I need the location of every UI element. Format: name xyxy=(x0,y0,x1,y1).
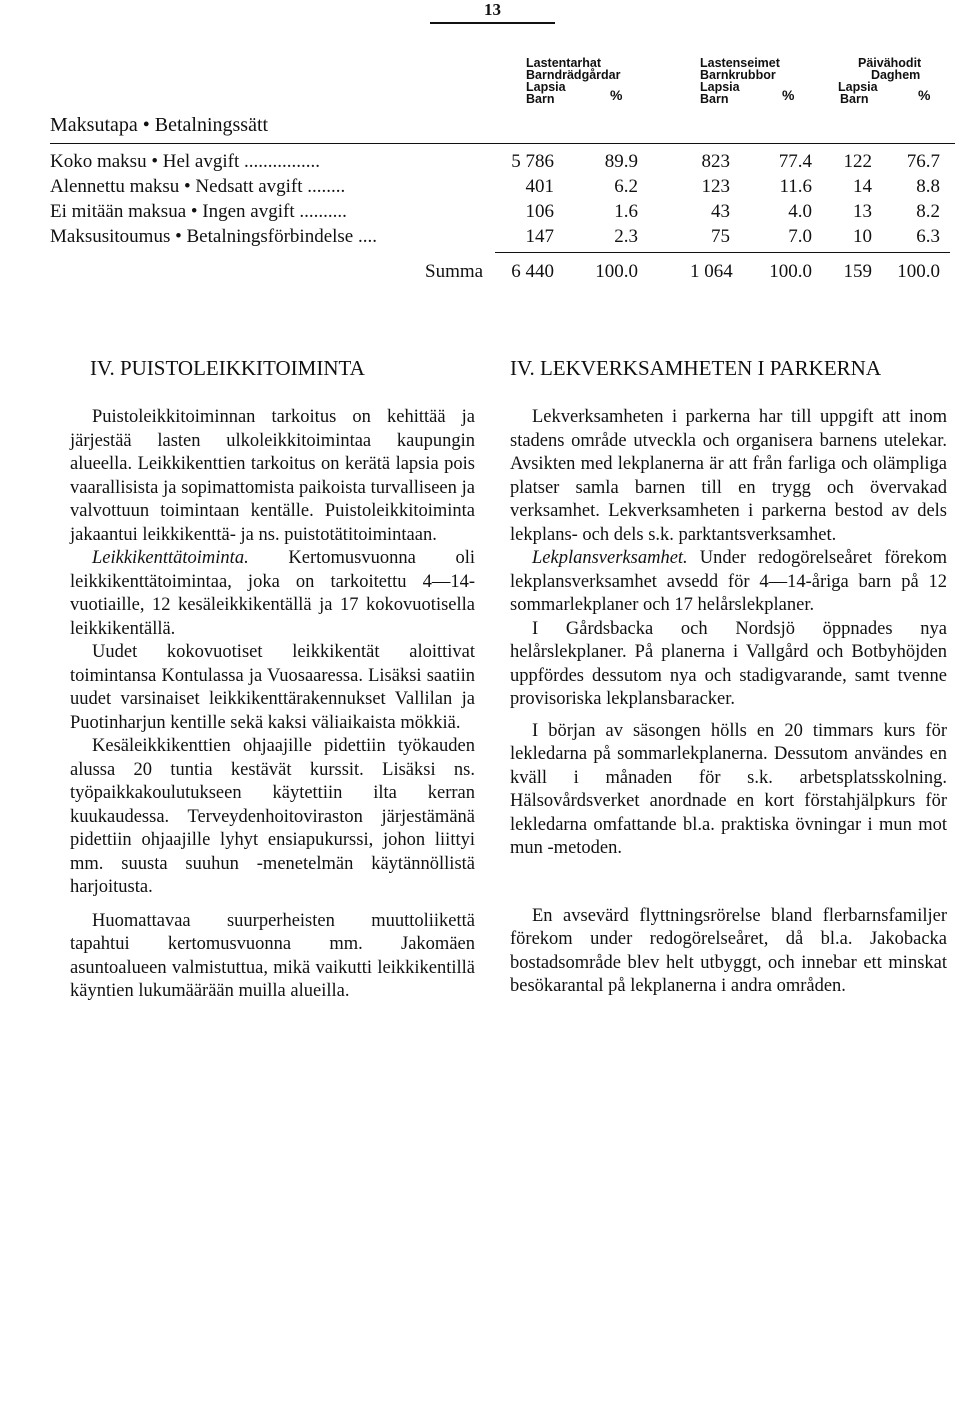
row-label: Ei mitään maksua • Ingen avgift .......... xyxy=(50,201,347,222)
cell: 6 440 xyxy=(511,261,554,282)
table-header-rule xyxy=(50,143,955,144)
col-sub2: Barn xyxy=(840,92,869,106)
cell: 43 xyxy=(711,201,730,222)
cell: 13 xyxy=(853,201,872,222)
cell: 8.2 xyxy=(916,201,940,222)
row-label: Koko maksu • Hel avgift ................ xyxy=(50,151,320,172)
col-group-sv: Barndrädgårdar xyxy=(526,68,621,82)
cell: 6.2 xyxy=(614,176,638,197)
table-row xyxy=(50,200,950,224)
cell: 122 xyxy=(843,151,872,172)
col-pct: % xyxy=(610,87,623,103)
right-column-text xyxy=(510,406,947,999)
page-number-rule xyxy=(430,22,555,24)
paragraph xyxy=(510,547,947,618)
table-row xyxy=(50,150,950,174)
col-sub1: Lapsia xyxy=(700,80,740,94)
cell: 11.6 xyxy=(779,176,812,197)
cell: 123 xyxy=(701,176,730,197)
table-row xyxy=(50,175,950,199)
cell: 77.4 xyxy=(778,151,812,172)
cell: 100.0 xyxy=(595,261,638,282)
cell: 159 xyxy=(843,261,872,282)
col-sub1: Lapsia xyxy=(526,80,566,94)
col-group-paivahoidot xyxy=(838,56,931,106)
section-heading-sv: IV. LEKVERKSAMHETEN I PARKERNA xyxy=(510,356,882,380)
paragraph: Puistoleikkitoiminnan tarkoitus on kehittää ja järjestää lasten ulkoleikkitoimintaa kaupungin alueella. Leikkikenttien tarkoitus on kerätä lapsia pois vaarallisista ja sopimattomista paikoista turvalliseen ja valvottuun toimintaan kentälle. Puistoleikkitoiminta jakaantui leikkikenttä- ja ns. puistotätitoimintaan. xyxy=(70,407,475,545)
row-label: Alennettu maksu • Nedsatt avgift ........ xyxy=(50,176,346,197)
paragraph xyxy=(70,547,475,641)
col-sub1: Lapsia xyxy=(838,80,878,94)
cell: 1.6 xyxy=(614,201,638,222)
paragraph-lead: Leikkikenttätoiminta. xyxy=(92,548,249,568)
paragraph: Lekverksamheten i parkerna har till uppgift att inom stadens område utveckla och organisera barnens utelekar. Avsikten med lekplanerna är att från farliga och olämpliga platser samla barnen till en trygg och övervakad verksamhet. Lekverksamheten i parkerna bestod av dels lekplans- och dels s.k. parktantsverksamhet. xyxy=(510,407,947,545)
col-sub2: Barn xyxy=(700,92,729,106)
cell: 6.3 xyxy=(916,226,940,247)
paragraph: I Gårdsbacka och Nordsjö öppnades nya helårslekplaner. På planerna i Vallgård och Botbyhöjden uppfördes dessutom nya och stadigvarande, samt tvenne provisoriska lekplansbaracker. xyxy=(510,618,947,709)
paragraph-body: Under redogörelseåret förekom lekplansverksamhet avsedd för 4—14-åriga barn på 12 sommarlekplaner och 17 helårslekplaner. xyxy=(510,548,947,615)
paragraph: En avsevärd flyttningsrörelse bland flerbarnsfamiljer förekom under redogörelseåret, då bl.a. Jakobacka bostadsområde blev helt utbyggt, och innebar ett minskat besökarantal på lekplanerna i andra områden. xyxy=(510,905,947,996)
table-row xyxy=(50,225,950,249)
section-heading-fi: IV. PUISTOLEIKKITOIMINTA xyxy=(90,356,365,380)
col-pct: % xyxy=(918,87,931,103)
col-sub2: Barn xyxy=(526,92,555,106)
col-group-fi: Päivähodit xyxy=(858,56,922,70)
cell: 100.0 xyxy=(897,261,940,282)
cell: 4.0 xyxy=(788,201,812,222)
cell: 89.9 xyxy=(604,151,638,172)
cell: 76.7 xyxy=(906,151,940,172)
col-group-fi: Lastentarhat xyxy=(526,56,602,70)
total-label: Summa xyxy=(425,261,484,282)
paragraph: I början av säsongen hölls en 20 timmars kurs för lekledarna på sommarlekplanerna. Dessutom användes en kväll i månaden för s.k. arbetsplatsskolning. Hälsovårdsverket anordnade en kort förstahjälpkurs för lekledarna omfattande bl.a. praktiska övningar i mun mot mun -metoden. xyxy=(510,720,947,858)
cell: 8.8 xyxy=(916,176,940,197)
left-column-text xyxy=(70,406,475,1004)
cell: 823 xyxy=(701,151,730,172)
table-total-row xyxy=(50,260,950,284)
cell: 401 xyxy=(525,176,554,197)
cell: 10 xyxy=(853,226,872,247)
cell: 2.3 xyxy=(614,226,638,247)
cell: 1 064 xyxy=(690,261,733,282)
col-group-lastenseimet xyxy=(700,56,795,106)
paragraph: Huomattavaa suurperheisten muuttoliikettä tapahtui kertomusvuonna mm. Jakomäen asuntoalueen valmistuttua, mikä vaikutti leikkikentillä käyntien lukumäärään muilla alueilla. xyxy=(70,910,475,1001)
cell: 106 xyxy=(525,201,554,222)
cell: 7.0 xyxy=(788,226,812,247)
cell: 14 xyxy=(853,176,872,197)
paragraph: Uudet kokovuotiset leikkikentät aloittivat toimintansa Kontulassa ja Vuosaaressa. Lisäksi saatiin uudet varsinaiset leikkikenttärakennukset Vallilan ja Puotinharjun kentille sekä kaksi väliaikaista mökkiä. xyxy=(70,642,475,733)
page-number: 13 xyxy=(484,0,501,19)
row-label: Maksusitoumus • Betalningsförbindelse .... xyxy=(50,226,377,247)
col-group-lastentarhat xyxy=(526,56,623,106)
col-pct: % xyxy=(782,87,795,103)
paragraph-body: Kertomusvuonna oli leikkikenttätoimintaa, joka on tarkoitettu 4—14-vuotiaille, 12 kesäleikkikentällä ja 17 kokovuotisella leikkikentällä. xyxy=(70,548,475,639)
col-group-sv: Barnkrubbor xyxy=(700,68,776,82)
col-group-sv: Daghem xyxy=(870,68,921,82)
table-stub-header: Maksutapa • Betalningssätt xyxy=(50,114,269,136)
paragraph: Kesäleikkikenttien ohjaajille pidettiin työkauden alussa 20 tuntia kestävät kurssit. Lisäksi ns. työpaikkakoulutukseen käytettiin ilta kerran kuukaudessa. Terveydenhoitoviraston järjestämänä pidettiin ohjaajille lyhyt ensiapukurssi, johon liittyi mm. suusta suuhun -menetelmän käytännöllistä harjoitusta. xyxy=(70,736,475,897)
paragraph-lead: Lekplansverksamhet. xyxy=(532,548,688,568)
col-group-fi: Lastenseimet xyxy=(700,56,780,70)
cell: 75 xyxy=(711,226,730,247)
cell: 147 xyxy=(525,226,554,247)
table-total-rule xyxy=(495,252,950,253)
cell: 100.0 xyxy=(769,261,812,282)
cell: 5 786 xyxy=(511,151,554,172)
